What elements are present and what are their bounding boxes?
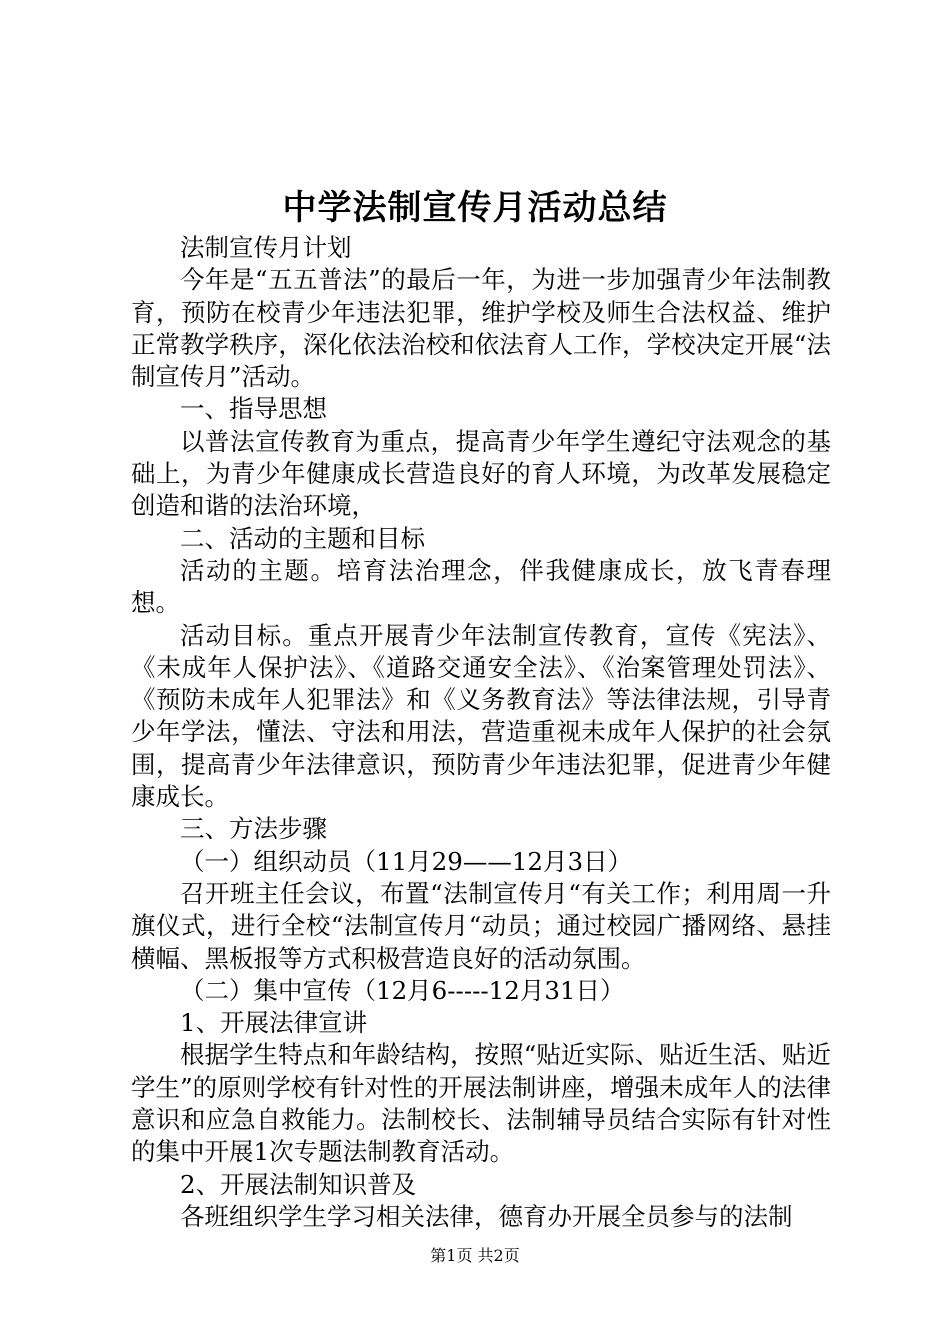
subsection-heading: （二）集中宣传（12月6-----12月31日） bbox=[180, 975, 625, 1005]
paragraph: 各班组织学生学习相关法律，德育办开展全员参与的法制 bbox=[180, 1201, 793, 1231]
paragraph: 活动的主题。培育法治理念，伴我健康成长，放飞青春理想。 bbox=[131, 555, 831, 618]
paragraph: 法制宣传月计划 bbox=[180, 233, 352, 262]
section-heading: 二、活动的主题和目标 bbox=[180, 523, 425, 553]
paragraph: 召开班主任会议，布置“法制宣传月“有关工作；利用周一升旗仪式，进行全校“法制宣传月“动员；通过校园广播网络、悬挂横幅、黑板报等方式积极营造良好的活动氛围。 bbox=[131, 878, 831, 973]
section-heading: 三、方法步骤 bbox=[180, 814, 327, 844]
paragraph: 以普法宣传教育为重点，提高青少年学生遵纪守法观念的基础上，为青少年健康成长营造良好的育人环境，为改革发展稳定创造和谐的法治环境， bbox=[131, 426, 831, 521]
document-body bbox=[131, 232, 831, 1233]
document-title: 中学法制宣传月活动总结 bbox=[282, 188, 668, 228]
subsection-heading: （一）组织动员（11月29——12月3日） bbox=[180, 846, 633, 876]
item-heading: 1、开展法律宣讲 bbox=[180, 1008, 368, 1038]
section-heading: 一、指导思想 bbox=[180, 394, 327, 424]
paragraph: 根据学生特点和年龄结构，按照“贴近实际、贴近生活、贴近学生”的原则学校有针对性的开展法制讲座，增强未成年人的法律意识和应急自救能力。法制校长、法制辅导员结合实际有针对性的集中开展1次专题法制教育活动。 bbox=[131, 1040, 831, 1167]
page-footer: 第1页 共2页 bbox=[430, 1246, 520, 1265]
paragraph: 活动目标。重点开展青少年法制宣传教育，宣传《宪法》、《未成年人保护法》、《道路交通安全法》、《治案管理处罚法》、《预防未成年人犯罪法》和《义务教育法》等法律法规，引导青少年学法，懂法、守法和用法，营造重视未成年人保护的社会氛围，提高青少年法律意识，预防青少年违法犯罪，促进青少年健康成长。 bbox=[131, 620, 831, 812]
item-heading: 2、开展法制知识普及 bbox=[180, 1169, 417, 1199]
paragraph: 今年是“五五普法”的最后一年，为进一步加强青少年法制教育，预防在校青少年违法犯罪，维护学校及师生合法权益、维护正常教学秩序，深化依法治校和依法育人工作，学校决定开展“法制宣传月”活动。 bbox=[131, 265, 831, 392]
